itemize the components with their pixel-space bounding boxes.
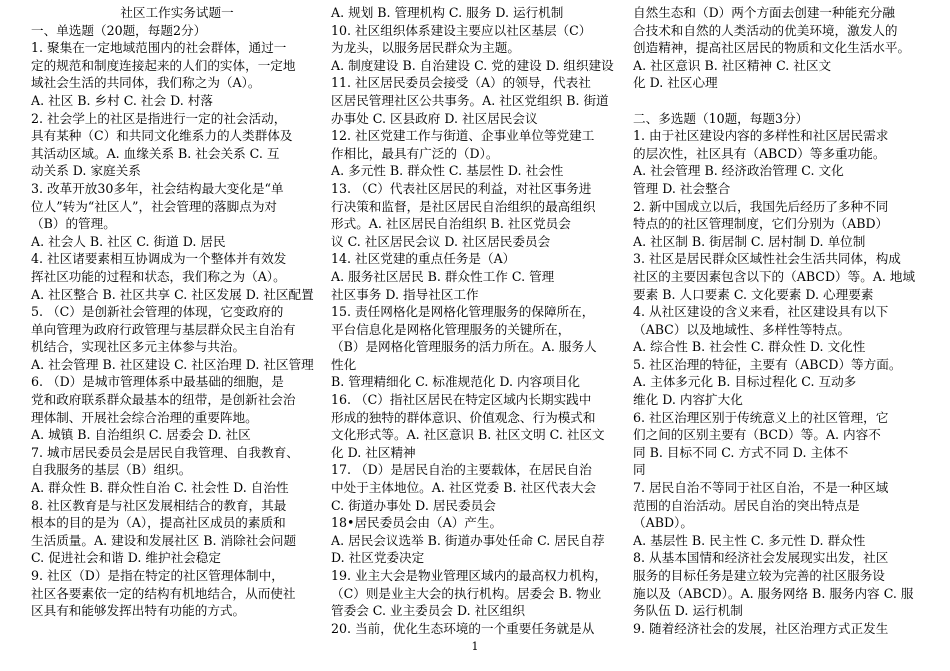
text-line: 机结合，实现社区多元主体参与共治。 bbox=[31, 339, 246, 355]
text-line: 2. 新中国成立以后，我国先后经历了多种不同 bbox=[633, 198, 889, 214]
text-line: 7. 居民自治不等同于社区自治，不是一种区域 bbox=[633, 480, 889, 496]
text-line: 范围的自治活动。居民自治的突出特点是 bbox=[633, 497, 860, 513]
text-line: 14. 社区党建的重点任务是（A） bbox=[331, 251, 516, 267]
text-line: 化 D. 社区心理 bbox=[633, 75, 718, 91]
text-line: 15. 责任网格化是网格化管理服务的保障所在， bbox=[331, 304, 595, 320]
text-line: 自然生态和（D）两个方面去创建一种能充分融 bbox=[633, 5, 895, 20]
text-column-left bbox=[31, 4, 323, 620]
text-line: A. 社会管理 B. 社区建设 C. 社区治理 D. 社区管理 bbox=[31, 356, 314, 372]
text-line: 5. 社区治理的特征，主要有（ABCD）等方面。 bbox=[633, 356, 902, 372]
text-line: A. 社区 B. 乡村 C. 社会 D. 村落 bbox=[31, 92, 213, 108]
text-line: 19. 业主大会是物业管理区域内的最高权力机构， bbox=[331, 568, 607, 583]
text-line: 形式。A. 社区居民自治组织 B. 社区党员会 bbox=[331, 216, 571, 232]
text-line: A. 社区制 B. 街居制 C. 居村制 D. 单位制 bbox=[633, 233, 866, 249]
text-line: 20. 当前，优化生态环境的一个重要任务就是从 bbox=[331, 620, 595, 636]
text-line: A. 社会管理 B. 经济政治管理 C. 文化 bbox=[633, 163, 844, 179]
text-column-middle bbox=[331, 4, 622, 637]
text-line: A. 群众性 B. 群众性自治 C. 社会性 D. 自治性 bbox=[31, 480, 289, 496]
text-line: 区居民管理社区公共事务。A. 社区党组织 B. 街道 bbox=[331, 92, 609, 108]
text-line: A. 基层性 B. 民主性 C. 多元性 D. 群众性 bbox=[633, 532, 866, 548]
text-line: 创造精神，提高社区居民的物质和文化生活水平。 bbox=[633, 40, 911, 56]
text-line: A. 社会人 B. 社区 C. 街道 D. 居民 bbox=[31, 233, 226, 249]
text-line: 办事处 C. 区县政府 D. 社区居民会议 bbox=[331, 110, 538, 126]
text-line: 同 bbox=[633, 462, 646, 478]
text-line: 作相比，最具有广泛的（D）。 bbox=[331, 145, 499, 161]
text-line: 4. 社区诸要素相互协调成为一个整体并有效发 bbox=[31, 251, 287, 267]
text-line: 具有某种（C）和共同文化维系力的人类群体及 bbox=[31, 128, 293, 144]
text-line: 位人”转为“社区人”，社会管理的落脚点为对 bbox=[31, 198, 278, 214]
text-line: 5. （C）是创新社会管理的体现，它变政府的 bbox=[31, 304, 284, 320]
text-line: 们之间的区别主要有（BCD）等。A. 内容不 bbox=[633, 427, 881, 443]
text-line: 社区各要素依一定的结构有机地结合，从而使社 bbox=[31, 585, 296, 601]
text-line: 行决策和监督，是社区居民自治组织的最高组织 bbox=[331, 198, 596, 214]
text-line: 6. （D）是城市管理体系中最基础的细胞，是 bbox=[31, 374, 284, 390]
text-line: C. 街道办事处 D. 居民委员会 bbox=[331, 497, 496, 513]
text-line: 的层次性，社区具有（ABCD）等多重功能。 bbox=[633, 145, 886, 161]
text-line: 化 D. 社区精神 bbox=[331, 444, 416, 460]
text-line: 12. 社区党建工作与街道、企事业单位等党建工 bbox=[331, 128, 595, 144]
text-line: 6. 社区治理区别于传统意义上的社区管理，它 bbox=[633, 409, 889, 425]
text-line: 性化 bbox=[331, 356, 357, 372]
text-line: 形成的独特的群体意识、价值观念、行为模式和 bbox=[331, 409, 596, 425]
text-line: A. 社区意识 B. 社区精神 C. 社区文 bbox=[633, 57, 832, 73]
text-line: 其活动区域。A. 血缘关系 B. 社会关系 C. 互 bbox=[31, 145, 280, 161]
text-line: 8. 社区教育是与社区发展相结合的教育，其最 bbox=[31, 497, 287, 513]
text-line: 管理 D. 社会整合 bbox=[633, 180, 731, 196]
text-line: 域社会生活的共同体，我们称之为（A）。 bbox=[31, 75, 261, 91]
text-line: A. 制度建设 B. 自治建设 C. 党的建设 D. 组织建设 bbox=[331, 57, 614, 73]
text-line: 9. 社区（D）是指在特定的社区管理体制中， bbox=[31, 568, 284, 583]
text-line: 11. 社区居民委员会接受（A）的领导，代表社 bbox=[331, 75, 591, 91]
text-line: A. 城镇 B. 自治组织 C. 居委会 D. 社区 bbox=[31, 427, 251, 443]
text-line: A. 服务社区居民 B. 群众性工作 C. 管理 bbox=[331, 268, 555, 284]
text-line: （B）的管理。 bbox=[31, 216, 116, 232]
text-line: 特点的的社区管理制度，它们分别为（ABD） bbox=[633, 216, 889, 232]
text-line: 单向管理为政府行政管理与基层群众民主自治有 bbox=[31, 321, 296, 337]
text-line: 维化 D. 内容扩大化 bbox=[633, 392, 743, 408]
text-line: 务队伍 D. 运行机制 bbox=[633, 603, 743, 619]
text-line: 社区事务 D. 指导社区工作 bbox=[331, 286, 479, 302]
text-line: 二、多选题（10题，每题3分） bbox=[633, 110, 809, 126]
text-line: 17. （D）是居民自治的主要载体，在居民自治 bbox=[331, 462, 592, 478]
text-line: 理体制、开展社会综合治理的重要阵地。 bbox=[31, 409, 258, 425]
text-line: （ABD）。 bbox=[633, 515, 693, 531]
text-line: 16. （C）指社区居民在特定区域内长期实践中 bbox=[331, 392, 592, 408]
text-line: （ABC）以及地域性、多样性等特点。 bbox=[633, 321, 851, 337]
text-line: 4. 从社区建设的含义来看，社区建设具有以下 bbox=[633, 304, 889, 320]
text-line: 2. 社会学上的社区是指进行一定的社会活动， bbox=[31, 110, 287, 126]
text-line: 合技术和自然的人类活动的优美环境，激发人的 bbox=[633, 22, 898, 38]
text-line: A. 主体多元化 B. 目标过程化 C. 互动多 bbox=[633, 374, 857, 390]
text-line: A. 规划 B. 管理机构 C. 服务 D. 运行机制 bbox=[331, 5, 564, 20]
text-line: （B）是网格化管理服务的活力所在。A. 服务人 bbox=[331, 339, 597, 355]
text-line: A. 多元性 B. 群众性 C. 基层性 D. 社会性 bbox=[331, 163, 564, 179]
text-line: 1. 聚集在一定地域范围内的社会群体，通过一 bbox=[31, 40, 287, 56]
text-line: 一、单选题（20题，每题2分） bbox=[31, 22, 207, 38]
text-line: 3. 社区是居民群众区域性社会生活共同体，构成 bbox=[633, 251, 901, 267]
text-line: 自我服务的基层（B）组织。 bbox=[31, 462, 192, 478]
document-title: 社区工作实务试题一 bbox=[120, 5, 234, 20]
text-line: 为龙头，以服务居民群众为主题。 bbox=[331, 40, 520, 56]
text-line: 要素 B. 人口要素 C. 文化要素 D. 心理要素 bbox=[633, 286, 874, 302]
text-line: 18•居民委员会由（A）产生。 bbox=[331, 515, 503, 531]
text-line: 3. 改革开放30多年，社会结构最大变化是“单 bbox=[31, 180, 284, 196]
text-line: 议 C. 社区居民会议 D. 社区居民委员会 bbox=[331, 233, 551, 249]
text-line: 党和政府联系群众最基本的纽带，是创新社会治 bbox=[31, 392, 296, 408]
text-line: C. 促进社会和谐 D. 维护社会稳定 bbox=[31, 550, 221, 566]
blank-line bbox=[633, 92, 925, 110]
text-line: D. 社区党委决定 bbox=[331, 550, 425, 566]
text-line: 中处于主体地位。A. 社区党委 B. 社区代表大会 bbox=[331, 480, 597, 496]
text-line: 生活质量。A. 建设和发展社区 B. 消除社会问题 bbox=[31, 532, 297, 548]
text-line: （C）则是业主大会的执行机构。居委会 B. 物业 bbox=[331, 585, 602, 601]
text-line: 定的规范和制度连接起来的人们的实体，一定地 bbox=[31, 57, 296, 73]
text-line: 10. 社区组织体系建设主要应以社区基层（C） bbox=[331, 22, 592, 38]
text-line: 文化形式等。A. 社区意识 B. 社区文明 C. 社区文 bbox=[331, 427, 605, 443]
text-line: A. 社区整合 B. 社区共享 C. 社区发展 D. 社区配置 bbox=[31, 286, 314, 302]
text-line: 社区的主要因素包含以下的（ABCD）等。A. 地域 bbox=[633, 268, 916, 284]
text-line: 动关系 D. 家庭关系 bbox=[31, 163, 141, 179]
text-line: 同 B. 目标不同 C. 方式不同 D. 主体不 bbox=[633, 444, 849, 460]
text-line: A. 居民会议选举 B. 街道办事处任命 C. 居民自荐 bbox=[331, 532, 605, 548]
text-line: 根本的目的是为（A），提高社区成员的素质和 bbox=[31, 515, 286, 531]
text-line: 8. 从基本国情和经济社会发展现实出发，社区 bbox=[633, 550, 889, 566]
text-line: 管委会 C. 业主委员会 D. 社区组织 bbox=[331, 603, 525, 619]
text-line: 平台信息化是网格化管理服务的关键所在， bbox=[331, 321, 571, 337]
text-line: A. 综合性 B. 社会性 C. 群众性 D. 文化性 bbox=[633, 339, 866, 355]
text-line: B. 管理精细化 C. 标准规范化 D. 内容项目化 bbox=[331, 374, 581, 390]
text-line: 7. 城市居民委员会是居民自我管理、自我教育、 bbox=[31, 444, 299, 460]
text-line: 服务的目标任务是建立较为完善的社区服务设 bbox=[633, 568, 885, 583]
text-line: 13. （C）代表社区居民的利益，对社区事务进 bbox=[331, 180, 592, 196]
text-line: 挥社区功能的过程和状态，我们称之为（A）。 bbox=[31, 268, 286, 284]
text-line: 9. 随着经济社会的发展，社区治理方式正发生 bbox=[633, 620, 889, 636]
text-column-right bbox=[633, 4, 925, 637]
text-line: 1. 由于社区建设内容的多样性和社区居民需求 bbox=[633, 128, 889, 144]
page-number: 1 bbox=[471, 640, 479, 653]
text-line: 施以及（ABCD）。A. 服务网络 B. 服务内容 C. 服 bbox=[633, 585, 914, 601]
text-line: 区具有和能够发挥出特有功能的方式。 bbox=[31, 603, 246, 619]
